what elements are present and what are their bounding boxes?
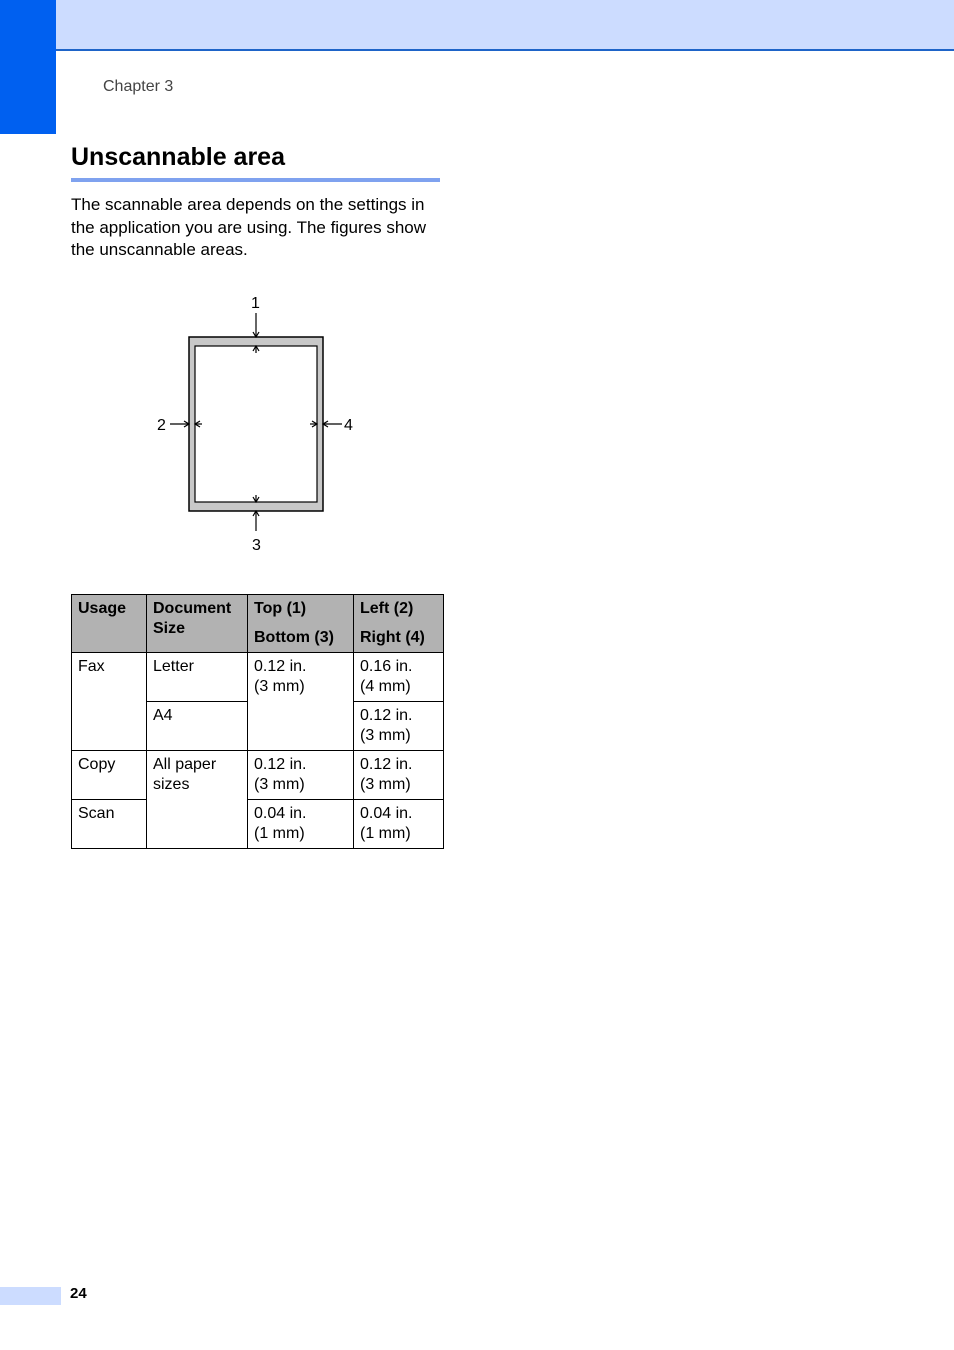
header-right: Right (4) [360, 629, 425, 646]
cell-size-all-paper: All paper sizes [147, 751, 248, 849]
table-header-row [72, 595, 444, 653]
header-usage: Usage [72, 595, 147, 653]
callout-bottom: 3 [252, 537, 261, 554]
unscannable-area-diagram [140, 288, 380, 563]
callout-left: 2 [157, 417, 166, 434]
header-top-bottom [248, 595, 354, 653]
scannable-area [195, 346, 317, 502]
cell-copy-top-bottom: 0.12 in. (3 mm) [248, 751, 354, 800]
cell-fax-top-bottom: 0.12 in. (3 mm) [248, 653, 354, 751]
cell-scan-top-bottom: 0.04 in. (1 mm) [248, 800, 354, 849]
page-number: 24 [70, 1285, 87, 1302]
header-left: Left (2) [360, 600, 414, 617]
table-row [72, 800, 444, 849]
unscannable-area-figure [140, 288, 380, 563]
cell-usage-scan: Scan [72, 800, 147, 849]
section-title: Unscannable area [71, 143, 285, 171]
header-band [0, 0, 954, 51]
header-left-right [354, 595, 444, 653]
cell-usage-fax: Fax [72, 653, 147, 751]
title-underline [71, 178, 440, 182]
section-body: The scannable area depends on the settings in the application you are using. The figures show the unscannable areas. [71, 195, 427, 259]
header-document-size: Document Size [147, 595, 248, 653]
cell-a4-left-right: 0.12 in. (3 mm) [354, 702, 444, 751]
page-number-tab [0, 1287, 61, 1305]
header-bottom: Bottom (3) [254, 629, 334, 646]
chapter-label: Chapter 3 [103, 78, 174, 95]
cell-size-letter: Letter [147, 653, 248, 702]
cell-copy-left-right: 0.12 in. (3 mm) [354, 751, 444, 800]
table-row [72, 751, 444, 800]
cell-scan-left-right: 0.04 in. (1 mm) [354, 800, 444, 849]
header-top: Top (1) [254, 600, 307, 617]
unscannable-area-table [71, 594, 444, 849]
chapter-tab [0, 0, 56, 134]
callout-right: 4 [344, 417, 353, 434]
callout-top: 1 [251, 295, 260, 312]
table-row [72, 653, 444, 702]
cell-usage-copy: Copy [72, 751, 147, 800]
cell-size-a4: A4 [147, 702, 248, 751]
cell-letter-left-right: 0.16 in. (4 mm) [354, 653, 444, 702]
